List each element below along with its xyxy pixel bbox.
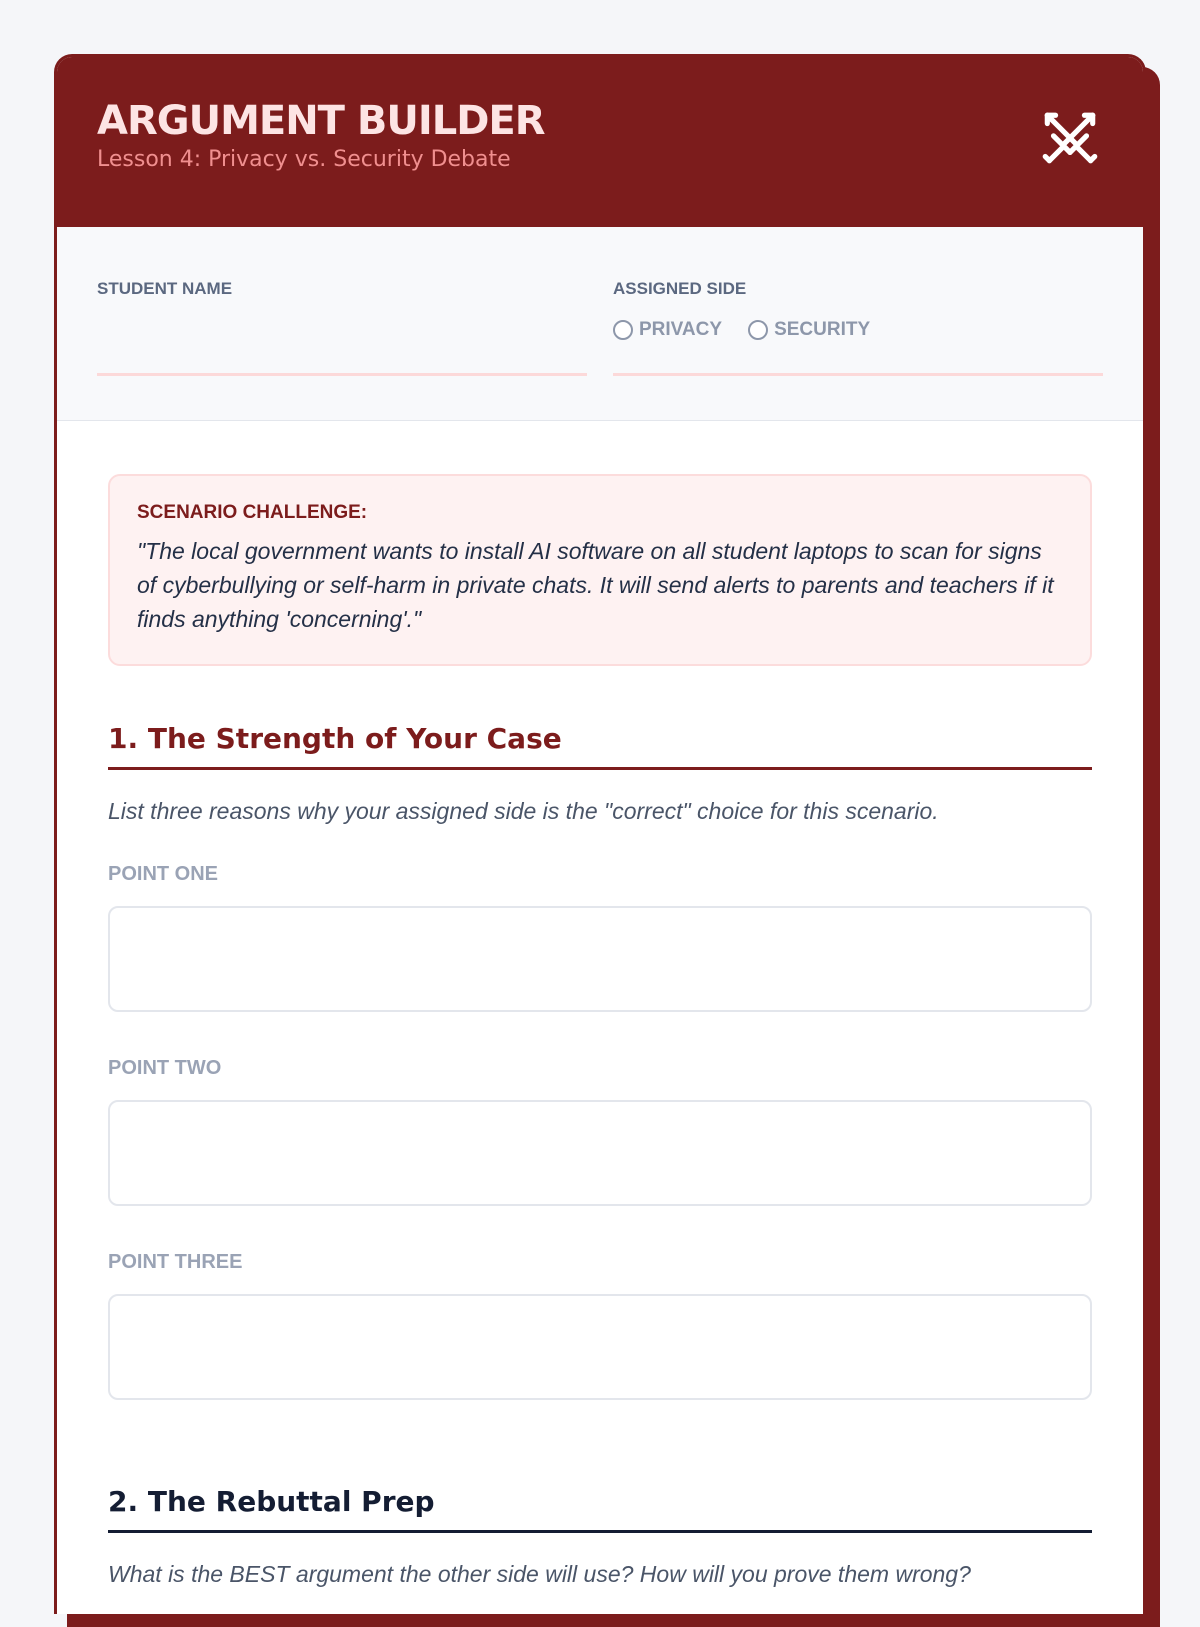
point-two-label: POINT TWO xyxy=(108,1057,222,1079)
assigned-side-group xyxy=(613,279,1103,420)
scenario-box xyxy=(108,474,1092,666)
radio-privacy-circle[interactable] xyxy=(613,320,633,340)
point-two-input[interactable] xyxy=(108,1100,1092,1206)
assigned-side-options xyxy=(613,319,1103,376)
worksheet-header xyxy=(57,57,1143,227)
section-2-title: 2. The Rebuttal Prep xyxy=(108,1485,1092,1533)
radio-security-circle[interactable] xyxy=(748,320,768,340)
radio-security[interactable] xyxy=(748,319,870,341)
point-one-label: POINT ONE xyxy=(108,863,219,885)
app-title: ARGUMENT BUILDER xyxy=(97,98,545,144)
worksheet-content xyxy=(57,421,1143,1588)
section-2-description: What is the BEST argument the other side will use? How will you prove them wrong? xyxy=(108,1561,971,1587)
student-name-group xyxy=(97,279,587,420)
point-three-label: POINT THREE xyxy=(108,1251,243,1273)
section-1-title: 1. The Strength of Your Case xyxy=(108,722,1092,770)
worksheet-card xyxy=(54,54,1146,1614)
scenario-text: "The local government wants to install AI software on all student laptops to scan for signs of cyberbullying or self-harm in private chats. It will send alerts to parents and teachers if it finds anything 'concerning'." xyxy=(137,538,1054,632)
crossed-swords-icon xyxy=(1037,107,1103,173)
point-three-input[interactable] xyxy=(108,1294,1092,1400)
point-one-input[interactable] xyxy=(108,906,1092,1012)
lesson-subtitle: Lesson 4: Privacy vs. Security Debate xyxy=(97,147,511,172)
radio-privacy[interactable] xyxy=(613,319,722,341)
assigned-side-label: ASSIGNED SIDE xyxy=(613,279,747,298)
section-1-description: List three reasons why your assigned side is the "correct" choice for this scenario. xyxy=(108,798,939,824)
student-name-label: STUDENT NAME xyxy=(97,279,233,298)
student-info-band xyxy=(57,227,1143,421)
student-name-field[interactable] xyxy=(97,332,587,376)
radio-privacy-label[interactable]: PRIVACY xyxy=(639,319,723,340)
radio-security-label[interactable]: SECURITY xyxy=(774,319,871,340)
scenario-label: SCENARIO CHALLENGE: xyxy=(137,502,368,523)
